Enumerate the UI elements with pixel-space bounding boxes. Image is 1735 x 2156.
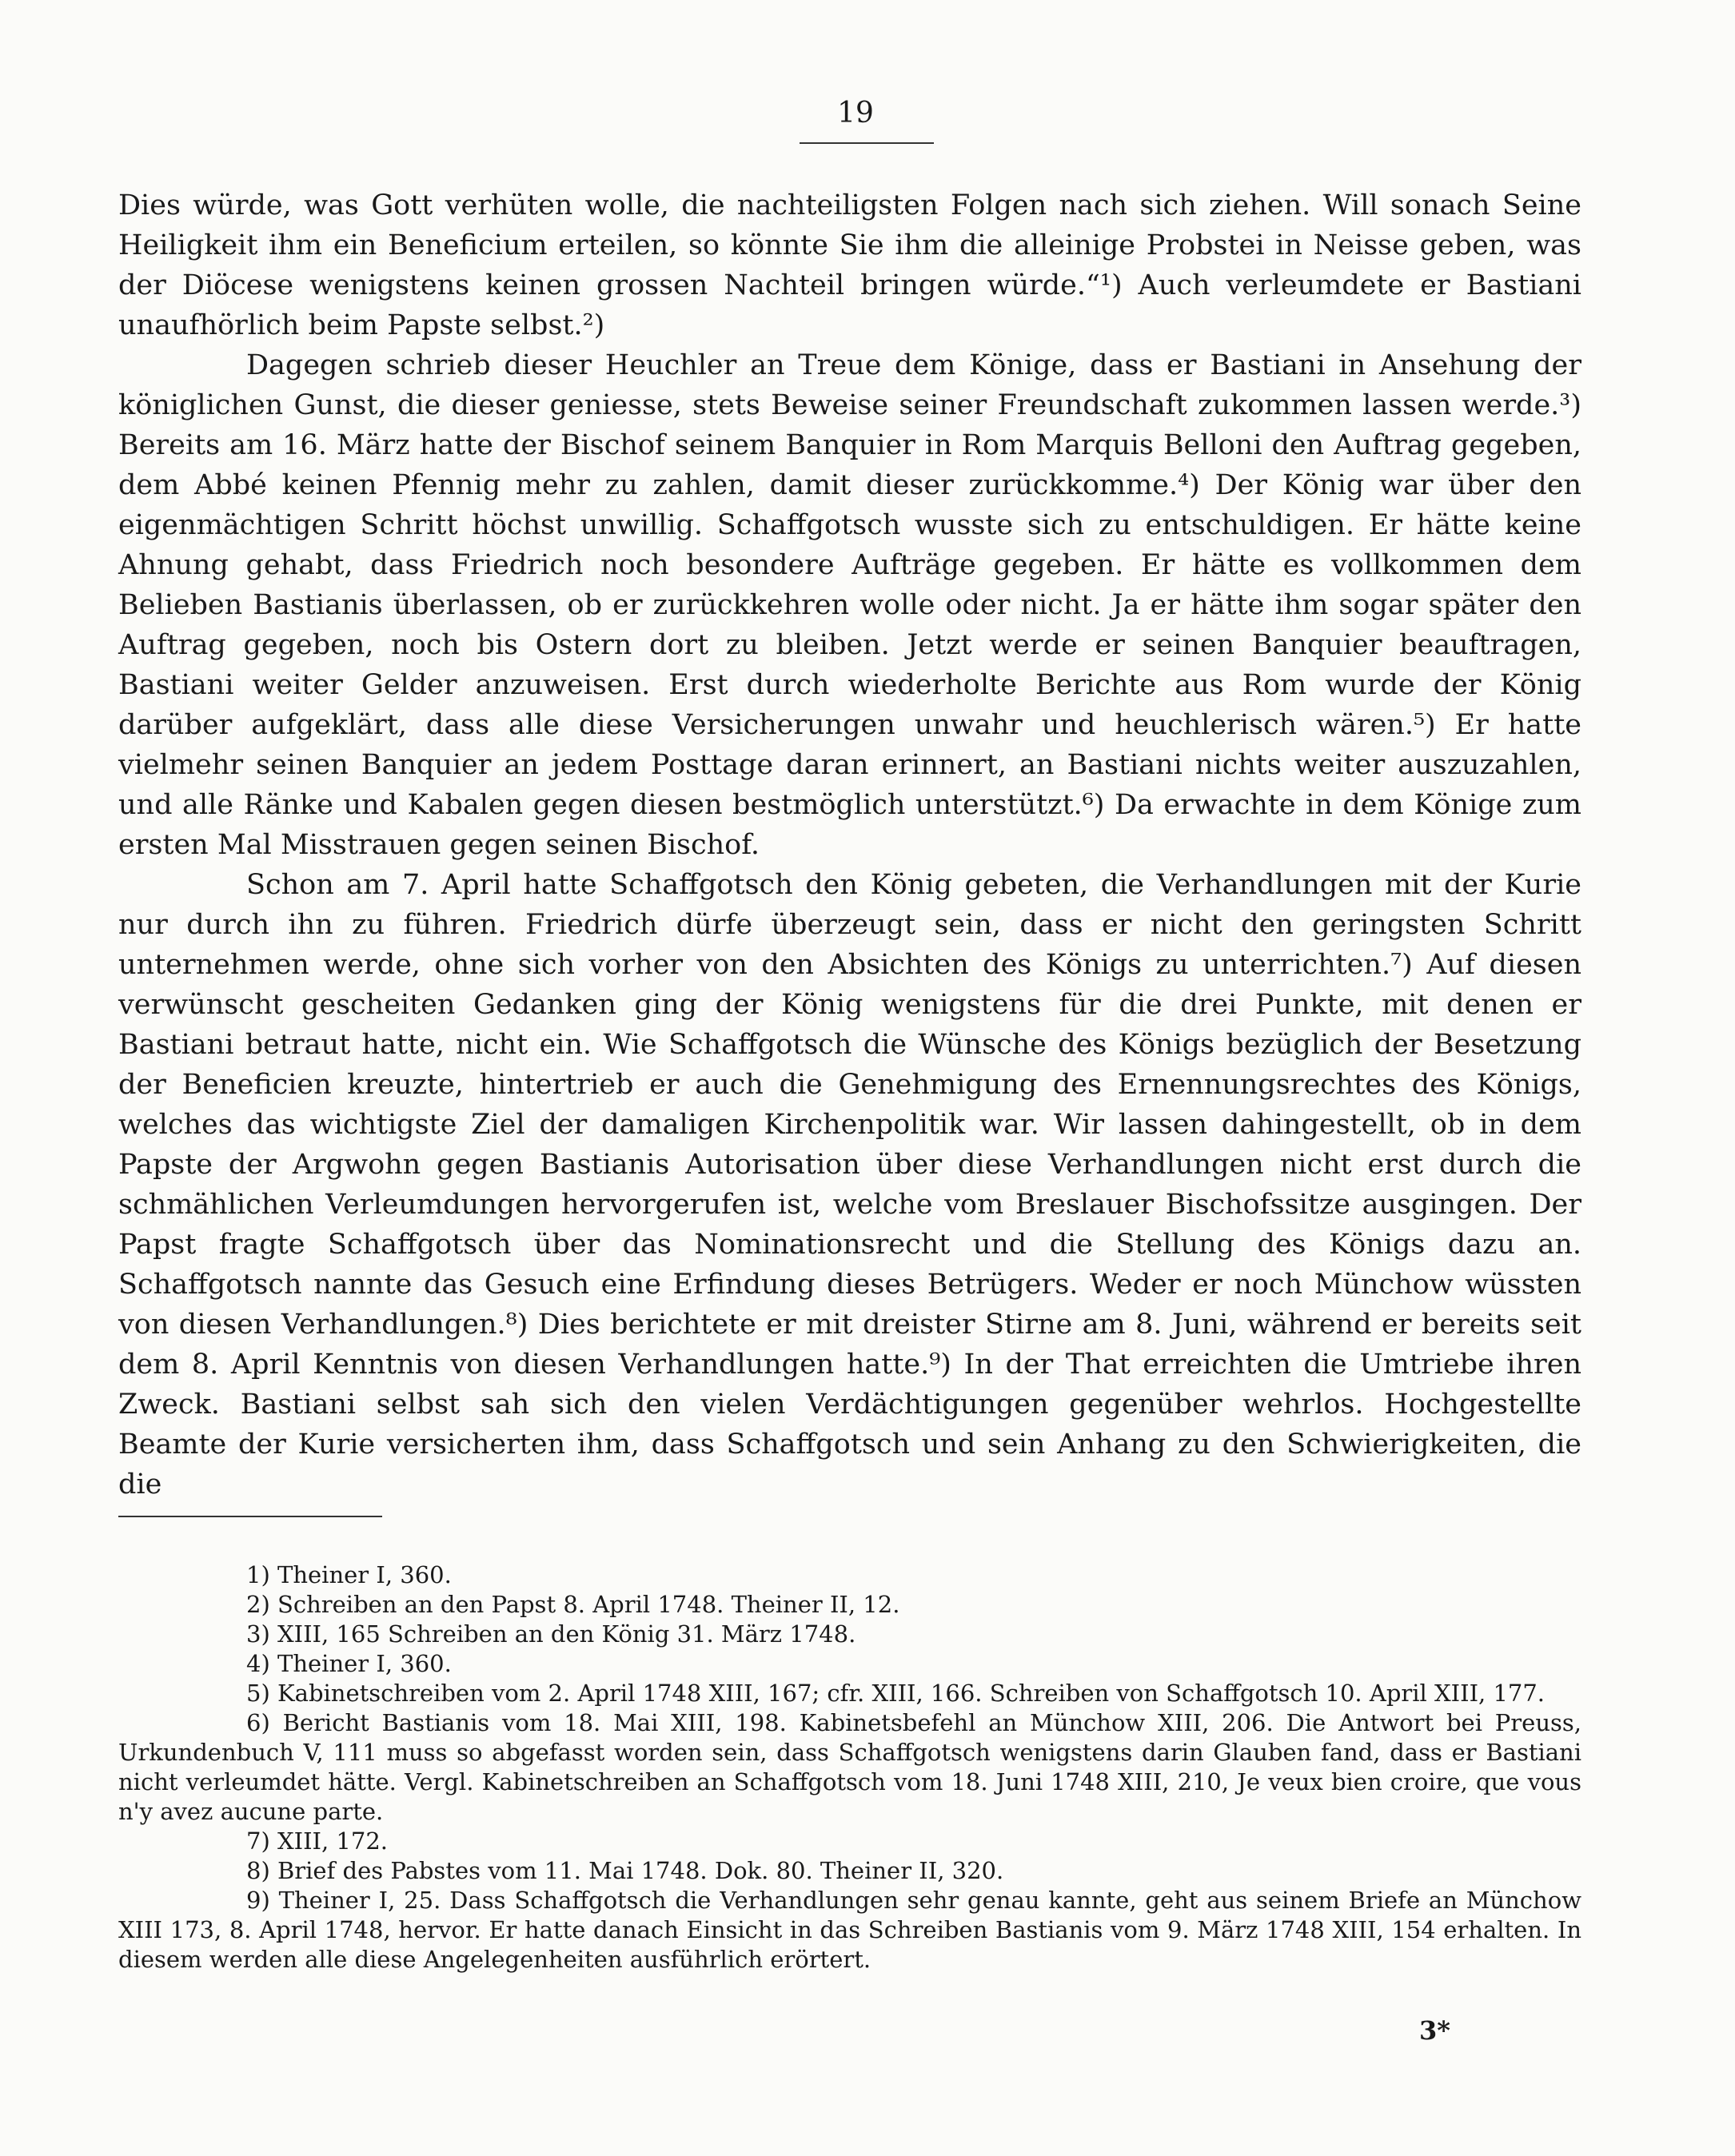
footnote: 7) XIII, 172.	[246, 1827, 389, 1855]
footnotes	[118, 1560, 1581, 1975]
footnote: 1) Theiner I, 360.	[246, 1561, 452, 1588]
footnote: 2) Schreiben an den Papst 8. April 1748. Theiner II, 12.	[246, 1591, 900, 1618]
footnote: 9) Theiner I, 25. Dass Schaffgotsch die Verhandlungen sehr genau kannte, geht aus seinem Briefe an Münchow XIII 173, 8. April 1748, hervor. Er hatte danach Einsicht in das Schreiben Bastianis vom 9. März 1748 XIII, 154 erhalten. In diesem werden alle diese Angelegenheiten ausführlich erörtert.	[118, 1887, 1581, 1973]
paragraph: Dagegen schrieb dieser Heuchler an Treue dem Könige, dass er Bastiani in Ansehung der königlichen Gunst, die dieser geniesse, stets Beweise seiner Freundschaft zukommen lassen werde.³) Bereits am 16. März hatte der Bischof seinem Banquier in Rom Marquis Belloni den Auftrag gegeben, dem Abbé keinen Pfennig mehr zu zahlen, damit dieser zurückkomme.⁴) Der König war über den eigenmächtigen Schritt höchst unwillig. Schaffgotsch wusste sich zu entschuldigen. Er hätte keine Ahnung gehabt, dass Friedrich noch besondere Aufträge gegeben. Er hätte es vollkommen dem Belieben Bastianis überlassen, ob er zurückkehren wolle oder nicht. Ja er hätte ihm sogar später den Auftrag gegeben, noch bis Ostern dort zu bleiben. Jetzt werde er seinen Banquier beauftragen, Bastiani weiter Gelder anzuweisen. Erst durch wiederholte Berichte aus Rom wurde der König darüber aufgeklärt, dass alle diese Versicherungen unwahr und heuchlerisch wären.⁵) Er hatte vielmehr seinen Banquier an jedem Posttage daran erinnert, an Bastiani nichts weiter auszuzahlen, und alle Ränke und Kabalen gegen diesen bestmöglich unterstützt.⁶) Da erwachte in dem Könige zum ersten Mal Misstrauen gegen seinen Bischof.	[118, 349, 1581, 861]
footnote: 8) Brief des Pabstes vom 11. Mai 1748. Dok. 80. Theiner II, 320.	[246, 1857, 1004, 1884]
footnote: 6) Bericht Bastianis vom 18. Mai XIII, 198. Kabinetsbefehl an Münchow XIII, 206. Die Antwort bei Preuss, Urkundenbuch V, 111 muss so abgefasst worden sein, dass Schaffgotsch wenigstens darin Glauben fand, dass er Bastiani nicht verleumdet hätte. Vergl. Kabinetschreiben an Schaffgotsch vom 18. Juni 1748 XIII, 210, Je veux bien croire, que vous n'y avez aucune parte.	[118, 1709, 1581, 1825]
signature-mark: 3*	[1419, 2015, 1450, 2046]
footnote: 3) XIII, 165 Schreiben an den König 31. März 1748.	[246, 1620, 856, 1648]
paragraph: Schon am 7. April hatte Schaffgotsch den König gebeten, die Verhandlungen mit der Kurie nur durch ihn zu führen. Friedrich dürfe überzeugt sein, dass er nicht den geringsten Schritt unternehmen werde, ohne sich vorher von den Absichten des Königs zu unterrichten.⁷) Auf diesen verwünscht gescheiten Gedanken ging der König wenigstens für die drei Punkte, mit denen er Bastiani betraut hatte, nicht ein. Wie Schaffgotsch die Wünsche des Königs bezüglich der Besetzung der Beneficien kreuzte, hintertrieb er auch die Genehmigung des Ernennungsrechtes des Königs, welches das wichtigste Ziel der damaligen Kirchenpolitik war. Wir lassen dahingestellt, ob in dem Papste der Argwohn gegen Bastianis Autorisation über diese Verhandlungen nicht erst durch die schmählichen Verleumdungen hervorgerufen ist, welche vom Breslauer Bischofssitze ausgingen. Der Papst fragte Schaffgotsch über das Nominationsrecht und die Stellung des Königs dazu an. Schaffgotsch nannte das Gesuch eine Erfindung dieses Betrügers. Weder er noch Münchow wüssten von diesen Verhandlungen.⁸) Dies berichtete er mit dreister Stirne am 8. Juni, während er bereits seit dem 8. April Kenntnis von diesen Verhandlungen hatte.⁹) In der That erreichten die Umtriebe ihren Zweck. Bastiani selbst sah sich den vielen Verdächtigungen gegenüber wehrlos. Hochgestellte Beamte der Kurie versicherten ihm, dass Schaffgotsch und sein Anhang zu den Schwierigkeiten, die die	[118, 869, 1581, 1500]
page-number: 19	[837, 97, 874, 130]
footnote: 5) Kabinetschreiben vom 2. April 1748 XIII, 167; cfr. XIII, 166. Schreiben von Schaffgotsch 10. April XIII, 177.	[246, 1680, 1546, 1707]
paragraph: Dies würde, was Gott verhüten wolle, die nachteiligsten Folgen nach sich ziehen. Will sonach Seine Heiligkeit ihm ein Beneficium erteilen, so könnte Sie ihm die alleinige Probstei in Neisse geben, was der Diöcese wenigstens keinen grossen Nachteil bringen würde.“¹) Auch verleumdete er Bastiani unaufhörlich beim Papste selbst.²)	[118, 189, 1581, 341]
footnote: 4) Theiner I, 360.	[246, 1650, 452, 1677]
footnote-rule	[118, 1516, 382, 1517]
header-rule	[800, 142, 934, 144]
main-text	[118, 185, 1581, 1504]
